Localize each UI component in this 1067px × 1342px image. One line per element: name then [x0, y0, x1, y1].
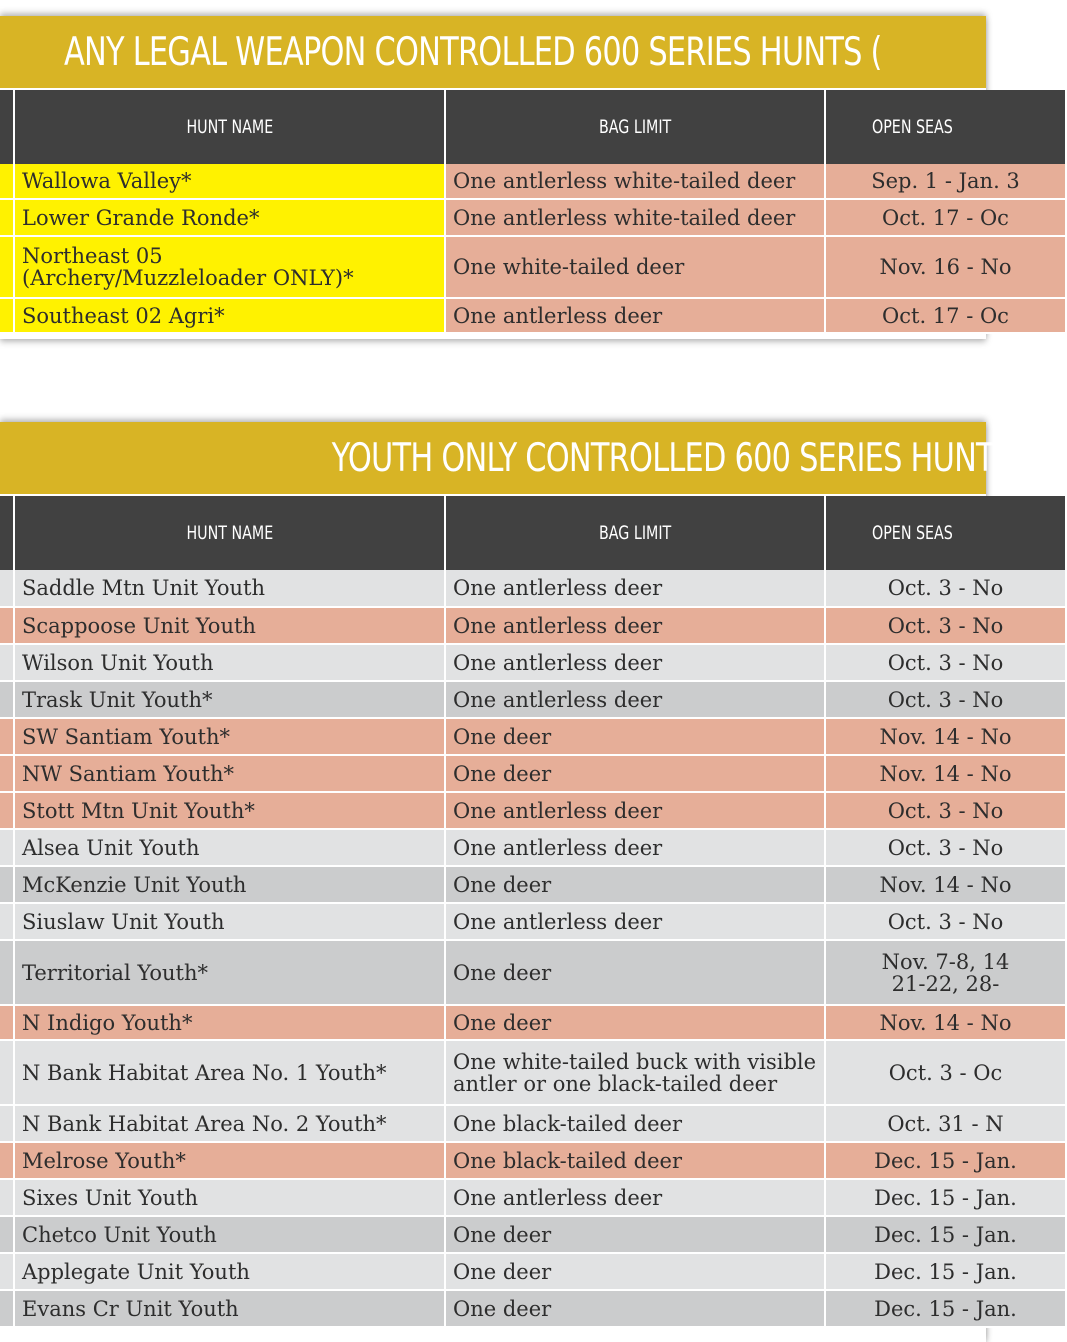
open-season-cell: Oct. 3 - No: [825, 792, 1066, 829]
table-row: [0, 1216, 1066, 1253]
open-season-cell: Oct. 3 - No: [825, 829, 1066, 866]
open-season-cell: Dec. 15 - Jan.: [825, 1179, 1066, 1216]
open-season-cell: Nov. 14 - No: [825, 1005, 1066, 1040]
row-marker-cell: [0, 164, 14, 199]
table1-panel: [0, 16, 1020, 339]
hunt-name-cell: Siuslaw Unit Youth: [14, 903, 445, 940]
hunt-name-cell: Alsea Unit Youth: [14, 829, 445, 866]
row-marker-cell: [0, 1105, 14, 1142]
hunt-name-cell: N Bank Habitat Area No. 1 Youth*: [14, 1040, 445, 1105]
row-marker-cell: [0, 1142, 14, 1179]
hunt-name-cell: Wilson Unit Youth: [14, 644, 445, 681]
row-marker-cell: [0, 644, 14, 681]
bag-limit-cell: One antlerless white-tailed deer: [445, 199, 825, 236]
table-row: [0, 1005, 1066, 1040]
hunt-name-cell: Lower Grande Ronde*: [14, 199, 445, 236]
row-marker-cell: [0, 940, 14, 1005]
table-row: [0, 644, 1066, 681]
bag-limit-cell: One antlerless deer: [445, 681, 825, 718]
bag-limit-cell: One antlerless deer: [445, 903, 825, 940]
table-row: [0, 1105, 1066, 1142]
table2-banner: [0, 422, 994, 494]
row-marker-cell: [0, 792, 14, 829]
bag-limit-cell: One antlerless deer: [445, 570, 825, 607]
open-season-cell: Oct. 17 - Oc: [825, 199, 1066, 236]
hunt-name-cell: N Indigo Youth*: [14, 1005, 445, 1040]
open-season-cell: Oct. 3 - Oc: [825, 1040, 1066, 1105]
bag-limit-cell: One antlerless deer: [445, 792, 825, 829]
row-marker-cell: [0, 755, 14, 792]
hunt-name-cell: Chetco Unit Youth: [14, 1216, 445, 1253]
bag-limit-cell: One antlerless deer: [445, 298, 825, 333]
hunt-name-cell: Applegate Unit Youth: [14, 1253, 445, 1290]
bag-limit-cell: One deer: [445, 755, 825, 792]
open-season-cell: Oct. 31 - N: [825, 1105, 1066, 1142]
table-row: [0, 755, 1066, 792]
table1-header-index: [0, 90, 14, 164]
bag-limit-cell: One deer: [445, 866, 825, 903]
table1-banner: [0, 16, 986, 88]
row-marker-cell: [0, 718, 14, 755]
bag-limit-cell: One black-tailed deer: [445, 1142, 825, 1179]
bag-limit-cell: One black-tailed deer: [445, 1105, 825, 1142]
row-marker-cell: [0, 1179, 14, 1216]
hunt-name-cell: Evans Cr Unit Youth: [14, 1290, 445, 1327]
table1-header-row: [0, 90, 1066, 164]
row-marker-cell: [0, 1216, 14, 1253]
table-row: [0, 792, 1066, 829]
table2-header-index: [0, 496, 14, 570]
bag-limit-cell: One antlerless deer: [445, 1179, 825, 1216]
open-season-cell: Nov. 7-8, 14 21-22, 28-: [825, 940, 1066, 1005]
table1-header-open-season: OPEN SEAS: [825, 90, 1066, 164]
open-season-cell: Nov. 14 - No: [825, 866, 1066, 903]
table2-header-bag-limit: BAG LIMIT: [445, 496, 825, 570]
hunt-name-cell: Melrose Youth*: [14, 1142, 445, 1179]
hunt-name-cell: Trask Unit Youth*: [14, 681, 445, 718]
bag-limit-cell: One deer: [445, 1005, 825, 1040]
table-row: [0, 199, 1066, 236]
table1-header-hunt-name: HUNT NAME: [14, 90, 445, 164]
row-marker-cell: [0, 199, 14, 236]
row-marker-cell: [0, 1005, 14, 1040]
table2: [0, 496, 1067, 1328]
hunt-name-cell: Saddle Mtn Unit Youth: [14, 570, 445, 607]
bag-limit-cell: One deer: [445, 718, 825, 755]
table-row: [0, 607, 1066, 644]
hunt-name-cell: Northeast 05 (Archery/Muzzleloader ONLY)*: [14, 236, 445, 298]
row-marker-cell: [0, 1253, 14, 1290]
open-season-cell: Dec. 15 - Jan.: [825, 1290, 1066, 1327]
hunt-name-cell: Sixes Unit Youth: [14, 1179, 445, 1216]
hunt-name-cell: Stott Mtn Unit Youth*: [14, 792, 445, 829]
open-season-cell: Oct. 3 - No: [825, 644, 1066, 681]
table1-banner-title: ANY LEGAL WEAPON CONTROLLED 600 SERIES HUNTS (: [64, 29, 882, 75]
bag-limit-cell: One antlerless deer: [445, 829, 825, 866]
table-row: [0, 570, 1066, 607]
bag-limit-cell: One white-tailed deer: [445, 236, 825, 298]
table-row: [0, 866, 1066, 903]
table2-banner-title: YOUTH ONLY CONTROLLED 600 SERIES HUNT: [331, 435, 994, 481]
row-marker-cell: [0, 1290, 14, 1327]
table-row: [0, 940, 1066, 1005]
open-season-cell: Sep. 1 - Jan. 3: [825, 164, 1066, 199]
open-season-cell: Dec. 15 - Jan.: [825, 1216, 1066, 1253]
table1: [0, 90, 1067, 334]
table-row: [0, 1142, 1066, 1179]
row-marker-cell: [0, 236, 14, 298]
open-season-cell: Oct. 3 - No: [825, 681, 1066, 718]
table-row: [0, 298, 1066, 333]
bag-limit-cell: One white-tailed buck with visible antler or one black-tailed deer: [445, 1040, 825, 1105]
open-season-cell: Oct. 3 - No: [825, 570, 1066, 607]
open-season-cell: Oct. 17 - Oc: [825, 298, 1066, 333]
row-marker-cell: [0, 903, 14, 940]
table-row: [0, 718, 1066, 755]
row-marker-cell: [0, 829, 14, 866]
table1-header-bag-limit: BAG LIMIT: [445, 90, 825, 164]
row-marker-cell: [0, 866, 14, 903]
table-row: [0, 236, 1066, 298]
row-marker-cell: [0, 570, 14, 607]
open-season-cell: Nov. 14 - No: [825, 718, 1066, 755]
row-marker-cell: [0, 607, 14, 644]
row-marker-cell: [0, 298, 14, 333]
table-row: [0, 1179, 1066, 1216]
hunt-name-cell: Southeast 02 Agri*: [14, 298, 445, 333]
hunt-name-cell: Wallowa Valley*: [14, 164, 445, 199]
row-marker-cell: [0, 1040, 14, 1105]
row-marker-cell: [0, 681, 14, 718]
open-season-cell: Nov. 14 - No: [825, 755, 1066, 792]
open-season-cell: Dec. 15 - Jan.: [825, 1142, 1066, 1179]
table2-header-open-season: OPEN SEAS: [825, 496, 1066, 570]
table-row: [0, 829, 1066, 866]
table2-header-hunt-name: HUNT NAME: [14, 496, 445, 570]
open-season-cell: Oct. 3 - No: [825, 903, 1066, 940]
bag-limit-cell: One antlerless white-tailed deer: [445, 164, 825, 199]
open-season-cell: Nov. 16 - No: [825, 236, 1066, 298]
hunt-name-cell: Territorial Youth*: [14, 940, 445, 1005]
table-row: [0, 164, 1066, 199]
hunt-name-cell: Scappoose Unit Youth: [14, 607, 445, 644]
table-row: [0, 1253, 1066, 1290]
bag-limit-cell: One antlerless deer: [445, 607, 825, 644]
table-row: [0, 1040, 1066, 1105]
open-season-cell: Oct. 3 - No: [825, 607, 1066, 644]
bag-limit-cell: One deer: [445, 1290, 825, 1327]
table-row: [0, 903, 1066, 940]
hunt-name-cell: McKenzie Unit Youth: [14, 866, 445, 903]
hunt-name-cell: NW Santiam Youth*: [14, 755, 445, 792]
open-season-cell: Dec. 15 - Jan.: [825, 1253, 1066, 1290]
bag-limit-cell: One antlerless deer: [445, 644, 825, 681]
bag-limit-cell: One deer: [445, 1253, 825, 1290]
hunt-name-cell: SW Santiam Youth*: [14, 718, 445, 755]
hunt-name-cell: N Bank Habitat Area No. 2 Youth*: [14, 1105, 445, 1142]
bag-limit-cell: One deer: [445, 940, 825, 1005]
table-row: [0, 1290, 1066, 1327]
table2-panel: [0, 422, 1017, 1342]
table-row: [0, 681, 1066, 718]
bag-limit-cell: One deer: [445, 1216, 825, 1253]
table2-header-row: [0, 496, 1066, 570]
